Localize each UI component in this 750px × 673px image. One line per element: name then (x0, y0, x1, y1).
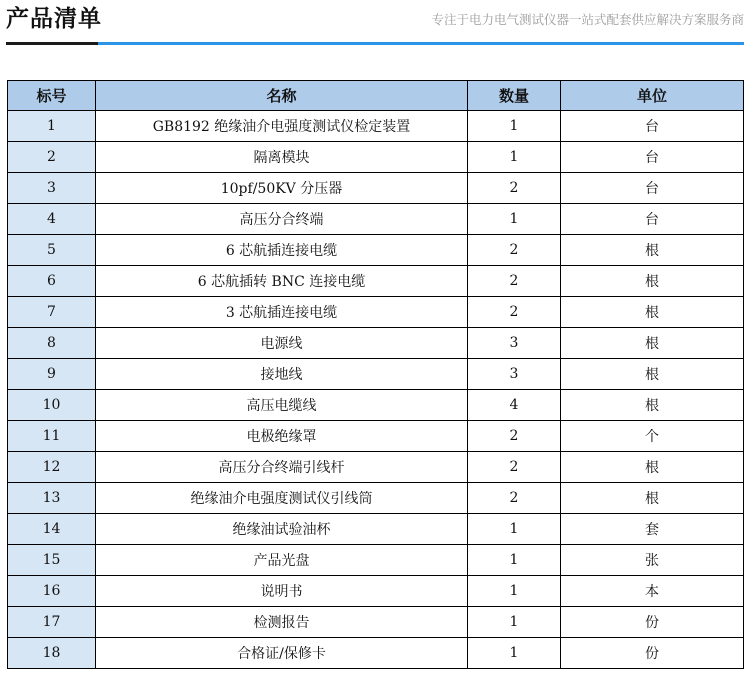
row-name-cell: 产品光盘 (96, 545, 468, 576)
row-unit-cell: 台 (561, 204, 744, 235)
row-name-cell: 隔离模块 (96, 142, 468, 173)
row-number-cell: 4 (8, 204, 96, 235)
table-row (8, 328, 744, 359)
table-row (8, 514, 744, 545)
row-unit-cell: 根 (561, 483, 744, 514)
table-row (8, 142, 744, 173)
row-unit-cell: 根 (561, 235, 744, 266)
row-quantity-cell: 1 (468, 607, 561, 638)
row-unit-cell: 根 (561, 266, 744, 297)
row-quantity-cell: 2 (468, 297, 561, 328)
row-unit-cell: 张 (561, 545, 744, 576)
table-row (8, 576, 744, 607)
title-rule-blue (98, 42, 744, 45)
table-row (8, 204, 744, 235)
row-name-cell: 6 芯航插连接电缆 (96, 235, 468, 266)
row-quantity-cell: 2 (468, 421, 561, 452)
page-title: 产品清单 (6, 6, 102, 32)
row-quantity-cell: 1 (468, 111, 561, 142)
row-name-cell: 绝缘油介电强度测试仪引线筒 (96, 483, 468, 514)
row-quantity-cell: 1 (468, 545, 561, 576)
row-unit-cell: 台 (561, 111, 744, 142)
row-name-cell: 合格证/保修卡 (96, 638, 468, 669)
row-number-cell: 8 (8, 328, 96, 359)
row-number-cell: 10 (8, 390, 96, 421)
row-number-cell: 9 (8, 359, 96, 390)
row-unit-cell: 套 (561, 514, 744, 545)
row-name-cell: 绝缘油试验油杯 (96, 514, 468, 545)
row-number-cell: 17 (8, 607, 96, 638)
row-quantity-cell: 2 (468, 483, 561, 514)
row-number-cell: 1 (8, 111, 96, 142)
row-unit-cell: 台 (561, 173, 744, 204)
table-row (8, 297, 744, 328)
row-name-cell: 高压分合终端引线杆 (96, 452, 468, 483)
table-row (8, 545, 744, 576)
row-name-cell: 10pf/50KV 分压器 (96, 173, 468, 204)
row-unit-cell: 根 (561, 359, 744, 390)
row-name-cell: 说明书 (96, 576, 468, 607)
row-name-cell: 6 芯航插转 BNC 连接电缆 (96, 266, 468, 297)
row-unit-cell: 份 (561, 638, 744, 669)
table-row (8, 173, 744, 204)
row-number-cell: 16 (8, 576, 96, 607)
row-unit-cell: 根 (561, 328, 744, 359)
column-header-number: 标号 (8, 81, 96, 111)
table-row (8, 359, 744, 390)
table-row (8, 266, 744, 297)
row-quantity-cell: 1 (468, 204, 561, 235)
row-number-cell: 7 (8, 297, 96, 328)
row-quantity-cell: 2 (468, 235, 561, 266)
row-quantity-cell: 2 (468, 266, 561, 297)
row-name-cell: 检测报告 (96, 607, 468, 638)
table-row (8, 421, 744, 452)
row-quantity-cell: 1 (468, 142, 561, 173)
row-quantity-cell: 1 (468, 514, 561, 545)
table-row (8, 638, 744, 669)
row-quantity-cell: 1 (468, 576, 561, 607)
column-header-name: 名称 (96, 81, 468, 111)
row-number-cell: 5 (8, 235, 96, 266)
row-name-cell: 高压分合终端 (96, 204, 468, 235)
table-row (8, 390, 744, 421)
row-unit-cell: 份 (561, 607, 744, 638)
row-unit-cell: 台 (561, 142, 744, 173)
row-number-cell: 14 (8, 514, 96, 545)
row-number-cell: 2 (8, 142, 96, 173)
row-unit-cell: 个 (561, 421, 744, 452)
row-number-cell: 13 (8, 483, 96, 514)
row-number-cell: 11 (8, 421, 96, 452)
row-unit-cell: 根 (561, 297, 744, 328)
row-number-cell: 15 (8, 545, 96, 576)
row-quantity-cell: 4 (468, 390, 561, 421)
row-number-cell: 18 (8, 638, 96, 669)
row-name-cell: 电源线 (96, 328, 468, 359)
tagline: 专注于电力电气测试仪器一站式配套供应解决方案服务商 (431, 12, 744, 27)
row-quantity-cell: 1 (468, 638, 561, 669)
row-quantity-cell: 2 (468, 452, 561, 483)
column-header-quantity: 数量 (468, 81, 561, 111)
table-row (8, 483, 744, 514)
table-row (8, 111, 744, 142)
row-name-cell: 3 芯航插连接电缆 (96, 297, 468, 328)
row-name-cell: GB8192 绝缘油介电强度测试仪检定装置 (96, 111, 468, 142)
row-quantity-cell: 3 (468, 328, 561, 359)
product-table (7, 80, 744, 669)
row-unit-cell: 根 (561, 390, 744, 421)
row-name-cell: 电极绝缘罩 (96, 421, 468, 452)
row-quantity-cell: 2 (468, 173, 561, 204)
row-name-cell: 接地线 (96, 359, 468, 390)
table-row (8, 235, 744, 266)
row-unit-cell: 本 (561, 576, 744, 607)
table-row (8, 607, 744, 638)
table-row (8, 452, 744, 483)
row-number-cell: 6 (8, 266, 96, 297)
row-quantity-cell: 3 (468, 359, 561, 390)
row-name-cell: 高压电缆线 (96, 390, 468, 421)
row-number-cell: 3 (8, 173, 96, 204)
row-unit-cell: 根 (561, 452, 744, 483)
table-header-row (8, 81, 744, 111)
column-header-unit: 单位 (561, 81, 744, 111)
title-rule-dark (6, 42, 98, 45)
row-number-cell: 12 (8, 452, 96, 483)
